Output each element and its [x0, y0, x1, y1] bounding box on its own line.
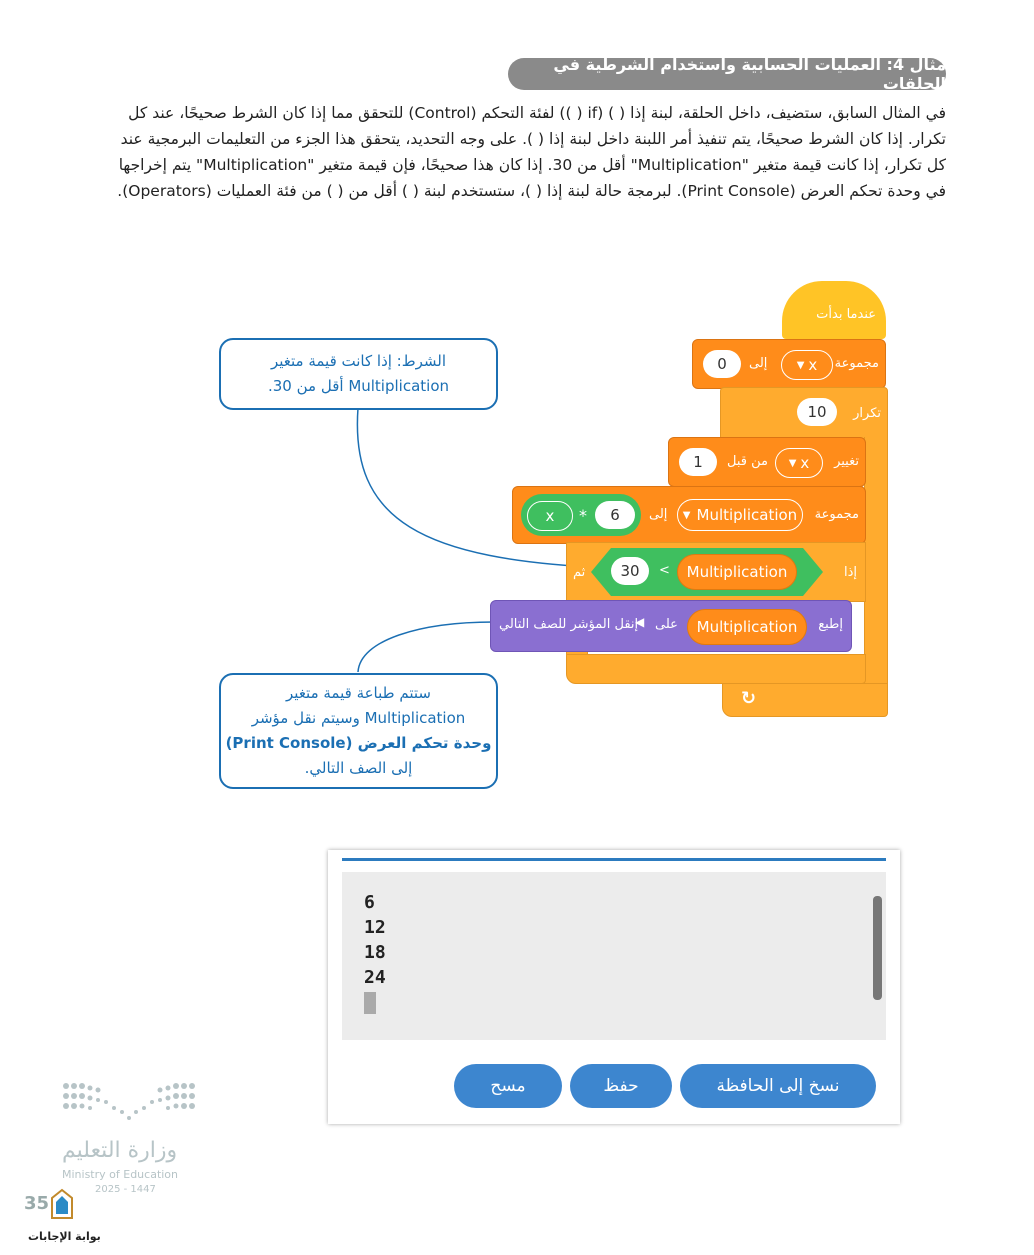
chevron-down-icon: ▼: [796, 359, 805, 371]
repeat-label: تكرار: [853, 406, 881, 421]
change-var-dropdown[interactable]: [775, 448, 823, 478]
print-callout: [219, 673, 498, 789]
set2-var-dropdown[interactable]: [677, 499, 803, 531]
if-variable-reporter[interactable]: Multiplication: [677, 554, 797, 590]
set-label: مجموعة: [834, 356, 879, 371]
set-var-name: x: [808, 356, 818, 374]
section-title: مثال 4: العمليات الحسابية واستخدام الشرطية في الحلقات: [508, 58, 946, 90]
set2-label: مجموعة: [814, 507, 859, 522]
loop-arrow-icon: ↻: [741, 688, 757, 709]
console-output-line: 18: [364, 942, 386, 963]
by-label: من قبل: [727, 454, 768, 469]
print-block[interactable]: [490, 600, 852, 652]
repeat-count-input[interactable]: 10: [797, 398, 837, 426]
console-output-line: 6: [364, 892, 375, 913]
condition-callout-line-2: Multiplication أقل من 30.: [267, 377, 450, 395]
set-value-input[interactable]: 0: [703, 350, 741, 378]
change-value-input[interactable]: 1: [679, 448, 717, 476]
console-top-line: [342, 858, 886, 861]
console-output-area[interactable]: [342, 872, 886, 1040]
console-scrollbar[interactable]: [873, 896, 882, 1000]
paragraph-line-2: تكرار. إذا كان الشرط صحيحًا، يتم تنفيذ أمر اللبنة داخل لبنة إذا ( ). على وجه التحديد، يتحقق هذا الجزء من التعليمات البرمجية عند: [120, 130, 946, 148]
print-callout-line-1: ستتم طباعة قيمة متغير: [286, 684, 431, 702]
to2-label: إلى: [649, 507, 668, 522]
set2-var-name: Multiplication: [696, 506, 798, 524]
on-label: على: [655, 617, 678, 632]
if-label: إذا: [843, 565, 857, 580]
paragraph-line-4: في وحدة تحكم العرض (Print Console). لبرمجة حالة لبنة إذا ( )، ستستخدم لبنة ( ) أقل من ( ) من فئة العمليات (Operators).: [117, 182, 946, 200]
print-label: إطبع: [818, 617, 843, 632]
condition-callout-line-1: الشرط: إذا كانت قيمة متغير: [270, 352, 447, 370]
watermark-text: بوابة الإجابات: [28, 1230, 101, 1243]
console-output: [364, 890, 386, 990]
chevron-down-icon: ▼: [682, 509, 691, 521]
set-var-dropdown[interactable]: [781, 350, 833, 380]
mult-operator: *: [579, 506, 587, 525]
print-callout-line-2: Multiplication وسيتم نقل مؤشر: [251, 709, 466, 727]
if-value-input[interactable]: 30: [611, 557, 649, 585]
when-started-block[interactable]: [782, 281, 886, 339]
ministry-logo-icon: [62, 1080, 196, 1124]
ministry-name-english: Ministry of Education: [62, 1168, 179, 1181]
change-var-name: x: [800, 454, 810, 472]
chevron-down-icon: ▼: [788, 457, 797, 469]
play-icon: ◀: [635, 615, 645, 629]
page-number: 35: [24, 1193, 50, 1214]
print-callout-line-4: إلى الصف التالي.: [304, 759, 413, 777]
paragraph-line-1: في المثال السابق، ستضيف، داخل الحلقة، لبنة إذا ( ) (if ( )) لفئة التحكم (Control) للتحقق مما إذا كان الشرط صحيحًا، عند كل: [128, 104, 946, 122]
ministry-year: 2025 - 1447: [95, 1184, 156, 1195]
to-label: إلى: [749, 356, 768, 371]
change-x-block[interactable]: [668, 437, 866, 487]
if-block-foot: [566, 654, 866, 684]
copy-to-clipboard-button[interactable]: نسخ إلى الحافظة: [680, 1064, 876, 1108]
console-output-line: 12: [364, 917, 386, 938]
ministry-name-arabic: وزارة التعليم: [62, 1138, 178, 1163]
when-started-label: عندما بدأت: [816, 307, 876, 322]
set-multiplication-block[interactable]: [512, 486, 866, 544]
clear-button[interactable]: مسح: [454, 1064, 562, 1108]
condition-callout: [219, 338, 498, 410]
then-label: ثم: [573, 565, 586, 580]
console-output-line: 24: [364, 967, 386, 988]
multiply-operator-block[interactable]: [521, 494, 641, 536]
print-callout-line-3: وحدة تحكم العرض (Print Console): [225, 734, 492, 752]
console-cursor: [364, 992, 376, 1014]
set-x-block[interactable]: [692, 339, 886, 389]
comparison-operator: >: [659, 563, 670, 578]
mult-right-input[interactable]: 6: [595, 501, 635, 529]
print-console: [328, 850, 900, 1124]
repeat-block-foot: [722, 683, 888, 717]
print-option-dropdown[interactable]: إنقل المؤشر للصف التالي: [499, 617, 639, 632]
paragraph-line-3: كل تكرار، إذا كانت قيمة متغير "Multiplication" أقل من 30. إذا كان هذا صحيحًا، فإن قيمة متغير "Multiplication" يتم إخراجها: [118, 156, 946, 174]
repeat-block[interactable]: [720, 387, 888, 439]
if-block[interactable]: [566, 542, 866, 602]
print-variable-reporter[interactable]: Multiplication: [687, 609, 807, 645]
mult-left-operand[interactable]: x: [527, 501, 573, 531]
repeat-block-arm: [864, 437, 888, 684]
change-label: تغيير: [834, 454, 859, 469]
save-button[interactable]: حفظ: [570, 1064, 672, 1108]
watermark-logo-icon: [42, 1188, 82, 1228]
